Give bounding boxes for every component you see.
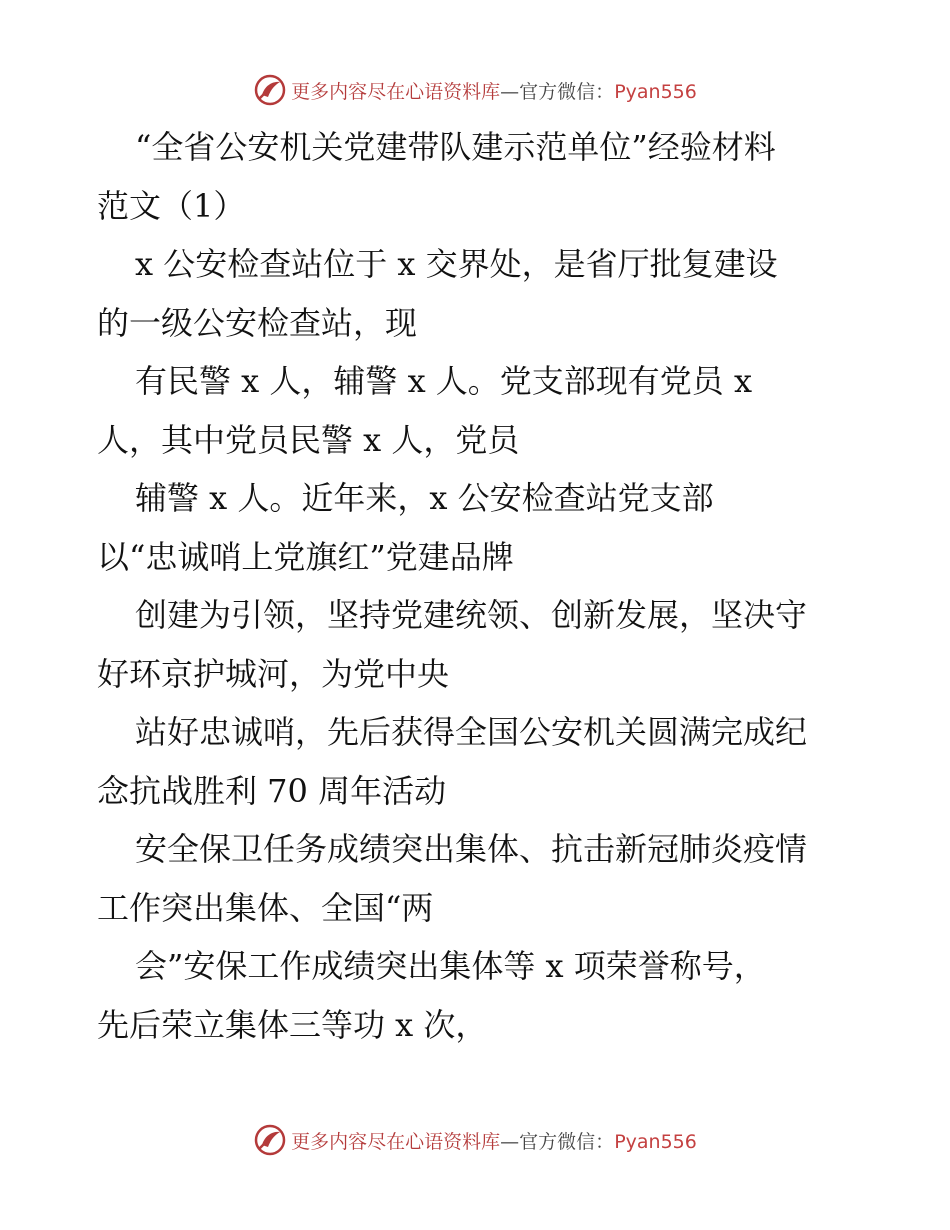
header-site-name: 更多内容尽在心语资料库 <box>291 80 501 103</box>
text-line: “全省公安机关党建带队建示范单位”经验材料 <box>135 128 776 166</box>
header-banner <box>0 70 950 110</box>
text-line: 有民警 x 人，辅警 x 人。党支部现有党员 x <box>135 362 753 400</box>
footer-separator: — <box>500 1130 520 1153</box>
text-line: 会”安保工作成绩突出集体等 x 项荣誉称号， <box>135 947 766 985</box>
text-line: 创建为引领，坚持党建统领、创新发展，坚决守 <box>135 596 808 634</box>
text-line: 的一级公安检查站，现 <box>97 303 418 342</box>
text-line: 人，其中党员民警 x 人，党员 <box>97 420 520 459</box>
brand-logo-icon <box>253 1123 287 1157</box>
brand-logo-icon <box>253 73 287 107</box>
text-line: 辅警 x 人。近年来，x 公安检查站党支部 <box>135 479 714 517</box>
text-line: x 公安检查站位于 x 交界处，是省厅批复建设 <box>135 245 778 283</box>
footer-site-name: 更多内容尽在心语资料库 <box>291 1130 501 1153</box>
footer-wechat-label: 官方微信： <box>519 1130 615 1153</box>
text-line: 站好忠诚哨，先后获得全国公安机关圆满完成纪 <box>135 713 808 751</box>
text-line: 以“忠诚哨上党旗红”党建品牌 <box>97 537 514 576</box>
text-line: 先后荣立集体三等功 x 次， <box>97 1005 488 1044</box>
header-wechat-id: Pyan556 <box>614 80 697 103</box>
header-wechat-label: 官方微信： <box>519 80 615 103</box>
text-line: 念抗战胜利 70 周年活动 <box>97 771 447 810</box>
text-line: 好环京护城河，为党中央 <box>97 654 450 693</box>
footer-wechat-id: Pyan556 <box>614 1130 697 1153</box>
header-banner-text <box>291 77 697 104</box>
footer-banner <box>0 1120 950 1160</box>
footer-banner-text <box>291 1127 697 1154</box>
text-line: 范文（1） <box>97 186 246 225</box>
text-line: 安全保卫任务成绩突出集体、抗击新冠肺炎疫情 <box>135 830 808 868</box>
header-separator: — <box>500 80 520 103</box>
document-body <box>97 118 857 1054</box>
text-line: 工作突出集体、全国“两 <box>97 888 434 927</box>
